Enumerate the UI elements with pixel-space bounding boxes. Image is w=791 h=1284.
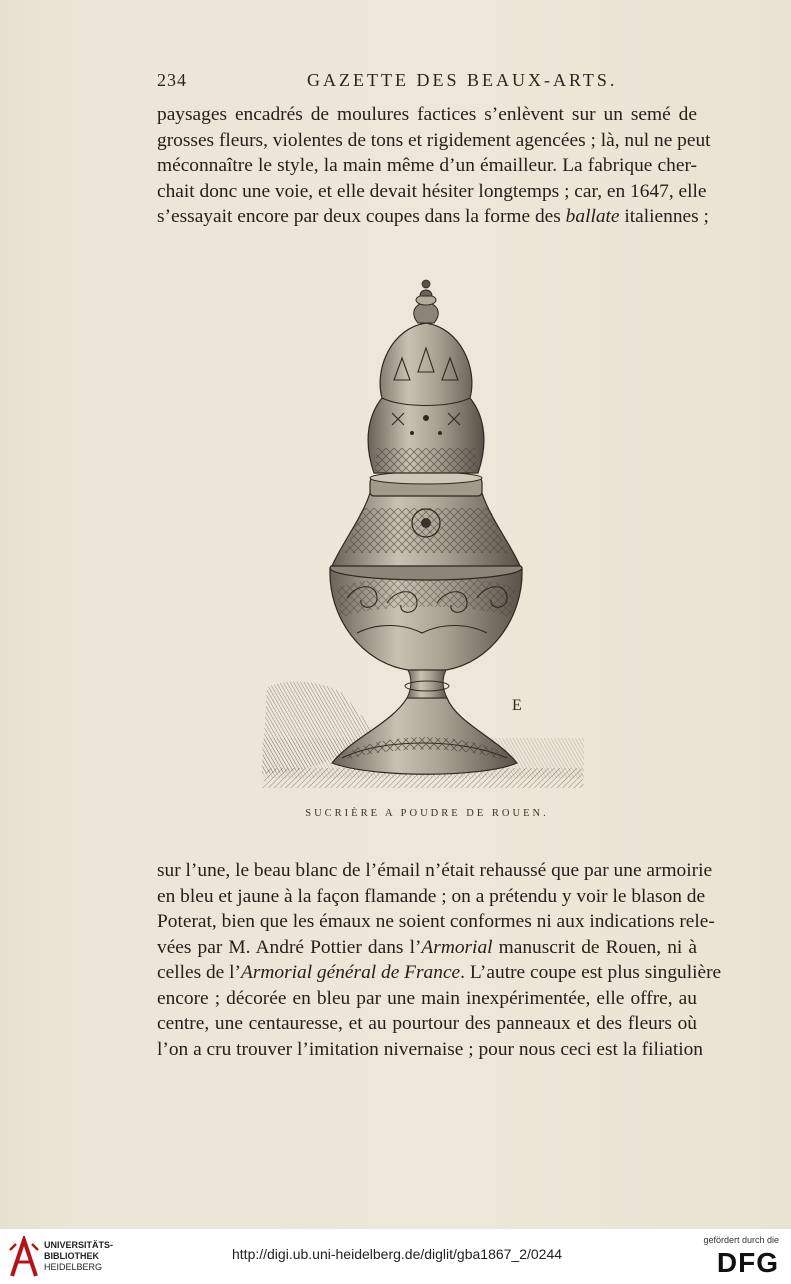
text-line: centre, une centauresse, et au pourtour des panneaux et des fleurs où bbox=[157, 1013, 697, 1034]
permalink-url[interactable]: http://digi.ub.uni-heidelberg.de/diglit/gba1867_2/0244 bbox=[232, 1246, 563, 1262]
text-line: chait donc une voie, et elle devait hésiter longtemps ; car, en 1647, elle bbox=[157, 180, 707, 202]
digitization-footer bbox=[0, 1229, 791, 1284]
italic-title: Armorial bbox=[421, 936, 493, 958]
sugar-caster-engraving bbox=[262, 268, 584, 788]
text-run: vées par M. André Pottier dans l’ bbox=[157, 936, 422, 958]
text-run: manuscrit de Rouen, ni à bbox=[492, 936, 697, 958]
text-run: . L’autre coupe est plus singulière bbox=[460, 962, 722, 983]
text-line: en bleu et jaune à la façon flamande ; on a prétendu y voir le blason de bbox=[157, 885, 706, 907]
library-name bbox=[44, 1240, 113, 1273]
text-run: celles de l’ bbox=[157, 962, 241, 983]
text-line bbox=[157, 204, 709, 230]
text-line bbox=[157, 935, 697, 961]
artist-monogram: E bbox=[512, 697, 522, 714]
funded-by-label: gefördert durch die bbox=[703, 1235, 779, 1245]
text-run: italiennes ; bbox=[619, 206, 709, 227]
dfg-logo: DFG bbox=[716, 1247, 779, 1278]
text-line: sur l’une, le beau blanc de l’émail n’était rehaussé que par une armoirie bbox=[157, 860, 713, 881]
italic-title: Armorial général de France bbox=[240, 962, 461, 983]
text-line: Poterat, bien que les émaux ne soient conformes ni aux indications rele- bbox=[157, 911, 715, 932]
text-line: paysages encadrés de moulures factices s’enlèvent sur un semé de bbox=[157, 104, 697, 125]
text-line: grosses fleurs, violentes de tons et rigidement agencées ; là, nul ne peut bbox=[157, 129, 711, 151]
library-name-line: BIBLIOTHEK bbox=[44, 1251, 99, 1261]
page-number: 234 bbox=[157, 70, 187, 90]
paragraph-bottom bbox=[157, 858, 722, 1062]
figure-caption: SUCRIÈRE A POUDRE DE ROUEN. bbox=[305, 808, 549, 819]
library-name-line: UNIVERSITÄTS- bbox=[44, 1240, 114, 1250]
text-run: s’essayait encore par deux coupes dans la forme des bbox=[157, 206, 566, 227]
text-line: méconnaître le style, la main même d’un émailleur. La fabrique cher- bbox=[157, 155, 697, 176]
paragraph-top bbox=[157, 102, 711, 230]
text-line: l’on a cru trouver l’imitation nivernaise ; pour nous ceci est la filiation bbox=[157, 1038, 704, 1060]
italic-word: ballate bbox=[565, 206, 620, 227]
university-library-logo-icon bbox=[8, 1236, 40, 1278]
text-line: encore ; décorée en bleu par une main inexpérimentée, elle offre, au bbox=[157, 987, 697, 1009]
running-title: GAZETTE DES BEAUX-ARTS. bbox=[307, 70, 618, 90]
running-header bbox=[157, 70, 697, 98]
library-name-line: HEIDELBERG bbox=[44, 1262, 103, 1272]
text-line bbox=[157, 960, 722, 986]
